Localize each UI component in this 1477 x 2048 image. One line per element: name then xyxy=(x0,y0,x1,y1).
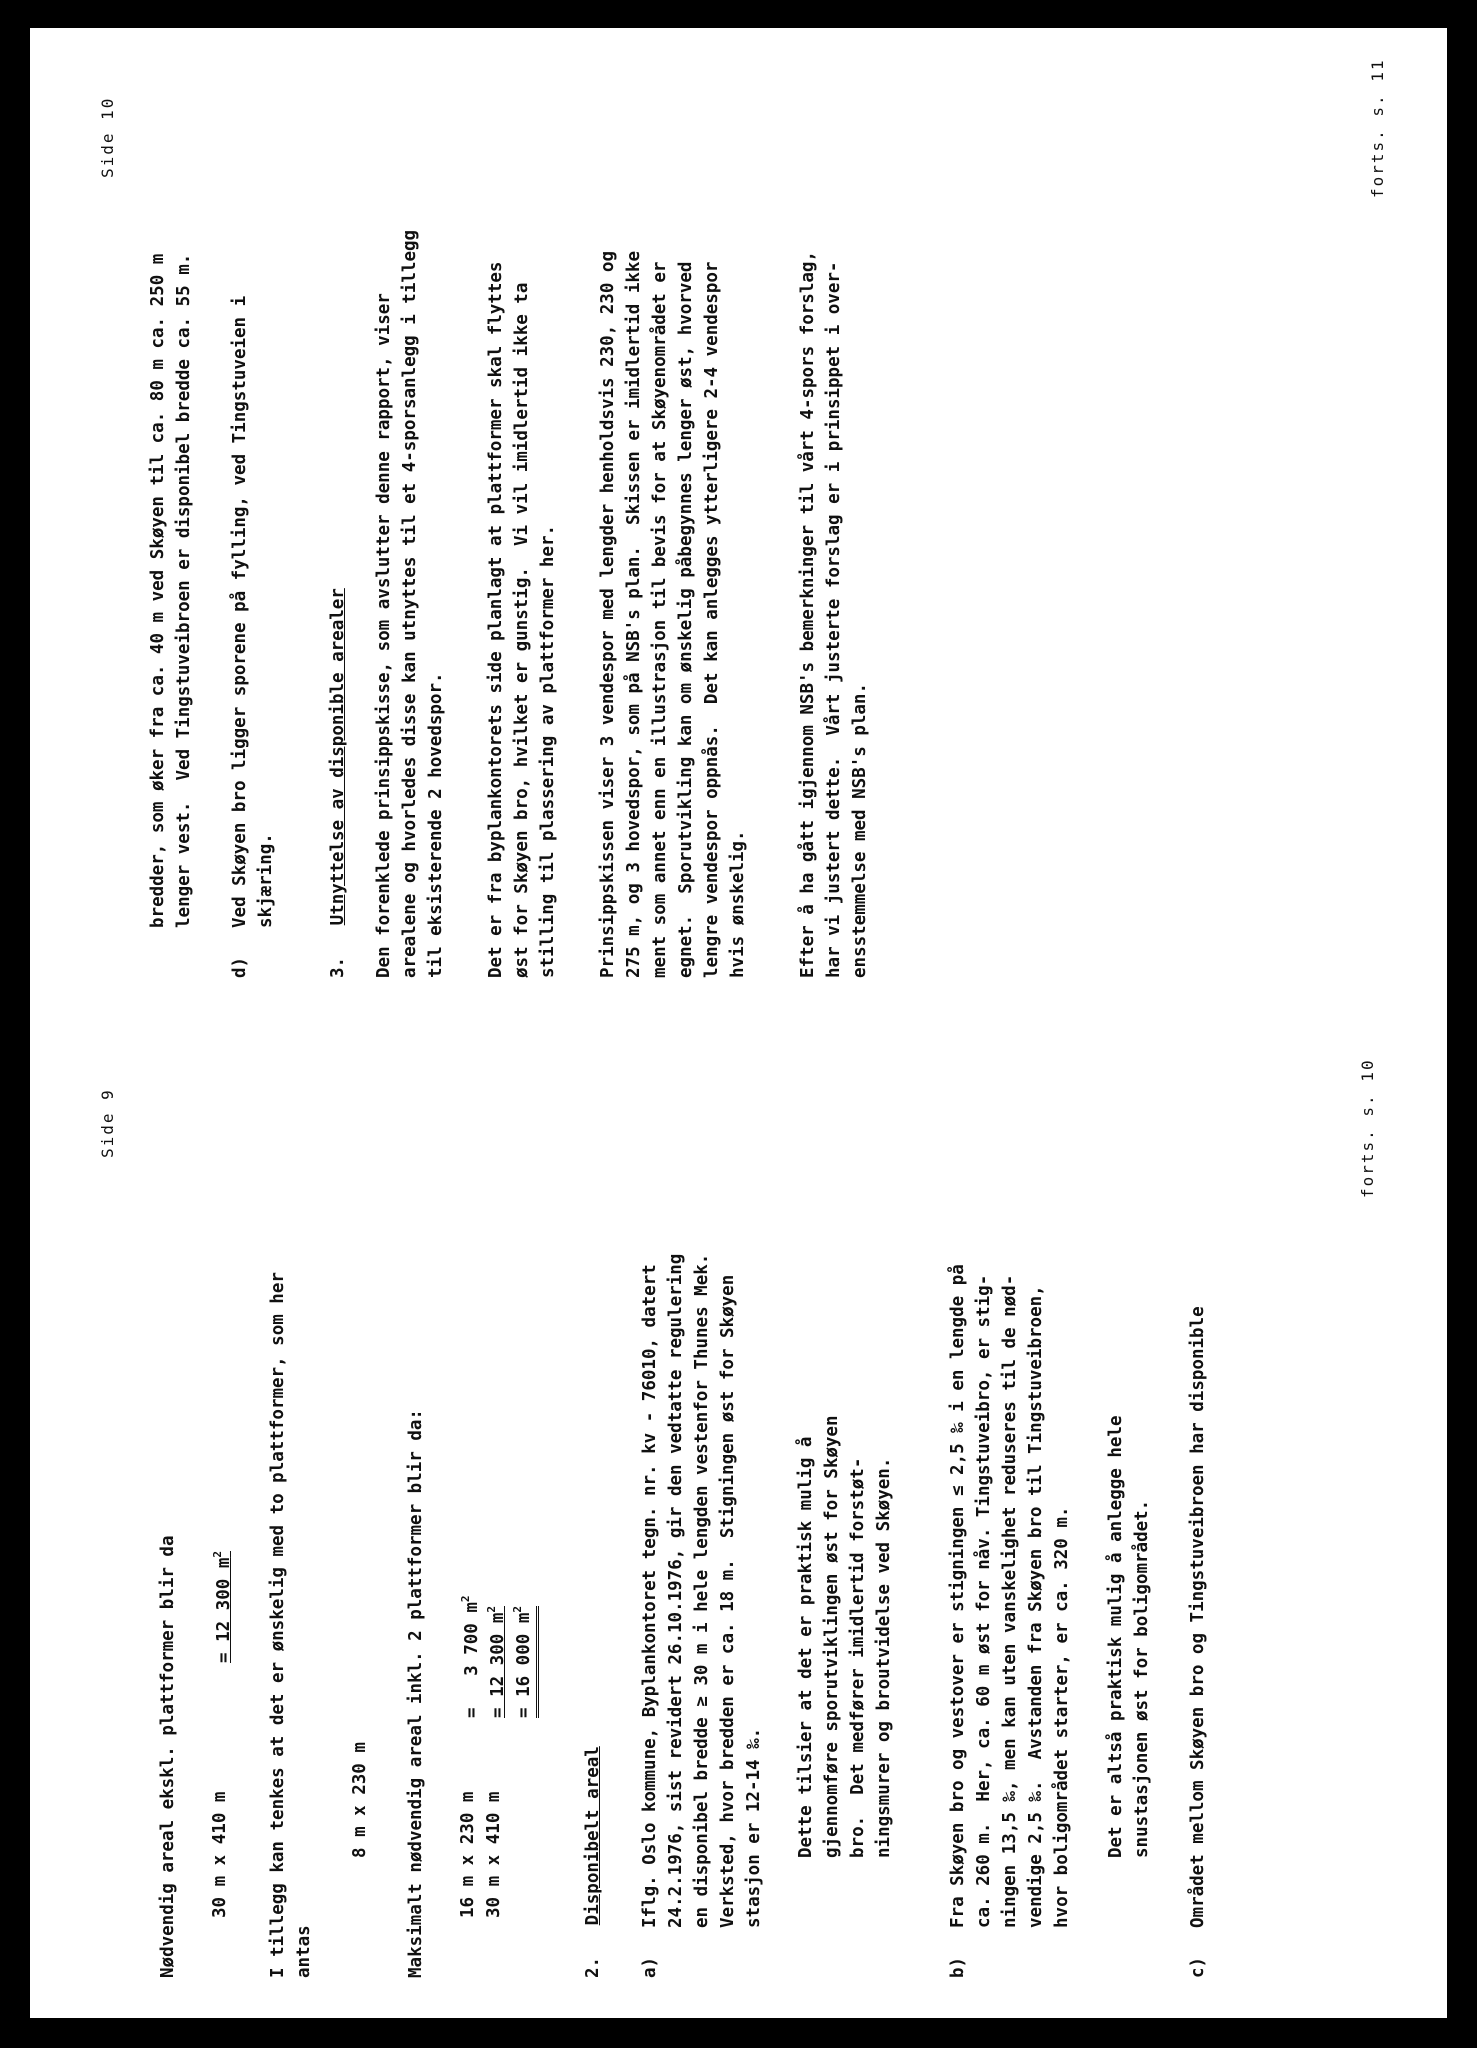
paragraph-line: bro. Det medfører imidlertid forstøt- xyxy=(848,1457,868,1858)
calc-expression: 8 m x 230 m xyxy=(350,1742,370,1858)
paragraph-line: vendige 2,5 ‰. Avstanden fra Skøyen bro til Tingstuveibroen, xyxy=(1026,1285,1046,1928)
page-number: Side 9 xyxy=(98,1088,117,1158)
unit-exponent: 2 xyxy=(459,1595,472,1603)
paragraph-line: stilling til plassering av plattformer her. xyxy=(538,524,558,978)
paragraph-line: 24.2.1976, sist revidert 26.10.1976, gir den vedtatte regulering xyxy=(666,1253,686,1928)
calc-result-value: = 3 700 m xyxy=(462,1602,482,1718)
paragraph-line: ca. 260 m. Her, ca. 60 m øst for nåv. Tingstuveibro, er stig- xyxy=(974,1274,994,1928)
unit-exponent: 2 xyxy=(211,1551,224,1558)
section-heading xyxy=(585,1746,603,1978)
calc-result-value: = 16 000 m xyxy=(514,1612,534,1718)
paragraph-line: hvis ønskelig. xyxy=(728,830,748,978)
paragraph-line: egnet. Sporutvikling kan om ønskelig påbegynnes lenger øst, hvorved xyxy=(676,261,696,978)
paragraph-line: ningen 13,5 ‰, men kan uten vanskelighet reduseres til de nød- xyxy=(1000,1274,1020,1928)
item-label: d) xyxy=(230,956,250,978)
paragraph-line: stasjon er 12-14 ‰. xyxy=(744,1727,764,1928)
calc-expression: 16 m x 230 m xyxy=(458,1791,478,1918)
unit-exponent: 2 xyxy=(485,1606,498,1613)
paragraph-line: Iflg. Oslo kommune, Byplankontoret tegn. nr. kv - 76010, datert xyxy=(640,1264,660,1928)
section-title: Disponibelt areal xyxy=(583,1746,603,1926)
paragraph-line: Dette tilsier at det er praktisk mulig å xyxy=(796,1436,816,1858)
intro-line: I tillegg kan tenkes at det er ønskelig med to plattformer, som her xyxy=(268,1272,288,1978)
paragraph-line: Den forenklede prinsippskisse, som avslutter denne rapport, viser xyxy=(374,293,394,978)
paragraph-line: arealene og hvorledes disse kan utnyttes til et 4-sporsanlegg i tillegg xyxy=(400,229,420,978)
paragraph-line: ment som annet enn en illustrasjon til bevis for at Skøyenområdet er xyxy=(650,261,670,978)
calc-expression: 30 m x 410 m xyxy=(210,1791,230,1918)
calc-result-value: = 12 300 m xyxy=(214,1557,234,1663)
item-label: a) xyxy=(640,1956,660,1978)
calc-result xyxy=(486,1606,508,1718)
paragraph-line: gjennomføre sporutviklingen øst for Skøyen xyxy=(822,1415,842,1858)
calc-result xyxy=(460,1595,482,1718)
section-number: 3. xyxy=(328,956,348,978)
paragraph-line: til eksisterende 2 hovedspor. xyxy=(426,672,446,978)
paragraph-line: ensstemmelse med NSB's plan. xyxy=(850,682,870,978)
section-heading xyxy=(330,588,348,978)
paragraph-line: lenger vest. Ved Tingstuveibroen er disponibel bredde ca. 55 m. xyxy=(174,253,194,928)
paragraph-line: Fra Skøyen bro og vestover er stigningen ≤ 2,5 ‰ i en lengde på xyxy=(948,1264,968,1928)
continued-note: forts. s. 11 xyxy=(1368,58,1387,198)
calc-expression: 30 m x 410 m xyxy=(484,1791,504,1918)
paragraph-line: Verksted, hvor bredden er ca. 18 m. Stigningen øst for Skøyen xyxy=(718,1274,738,1928)
intro-line: Maksimalt nødvendig areal inkl. 2 plattformer blir da: xyxy=(406,1409,426,1978)
rotated-spread xyxy=(30,28,1447,2018)
unit-exponent: 2 xyxy=(511,1606,524,1613)
paragraph-line: hvor boligområdet starter, er ca. 320 m. xyxy=(1052,1506,1072,1928)
paragraph-line: 275 m, og 3 hovedspor, som på NSB's plan. Skissen er imidlertid ikke xyxy=(624,251,644,978)
paragraph-line: lengre vendespor oppnås. Det kan anlegges ytterligere 2-4 vendespor xyxy=(702,261,722,978)
paragraph-line: snustasjonen øst for boligområdet. xyxy=(1132,1499,1152,1858)
paragraph-line: Ved Skøyen bro ligger sporene på fylling, ved Tingstuveien i xyxy=(230,295,250,928)
paragraph-line: en disponibel bredde ≥ 30 m i hele lengden vestenfor Thunes Mek. xyxy=(692,1253,712,1928)
paragraph-line: øst for Skøyen bro, hvilket er gunstig. Vi vil imidlertid ikke ta xyxy=(512,282,532,978)
section-number: 2. xyxy=(583,1956,603,1978)
paragraph-line: har vi justert dette. Vårt justerte forslag er i prinsippet i over- xyxy=(824,261,844,978)
paragraph-line: Efter å ha gått igjennom NSB's bemerkninger til vårt 4-spors forslag, xyxy=(798,251,818,978)
item-label: c) xyxy=(1188,1956,1208,1978)
paragraph-line: Det er altså praktisk mulig å anlegge hele xyxy=(1106,1415,1126,1858)
section-title: Utnyttelse av disponible arealer xyxy=(328,588,348,926)
paragraph-line: Det er fra byplankontorets side planlagt at plattformer skal flyttes xyxy=(486,261,506,978)
paragraph-line: Prinsippskissen viser 3 vendespor med lengder henholdsvis 230, 230 og xyxy=(598,251,618,978)
calc-result-total xyxy=(512,1606,534,1718)
continued-note: forts. s. 10 xyxy=(1358,1058,1377,1198)
intro-line: antas xyxy=(294,1925,314,1978)
paragraph-line: Området mellom Skøyen bro og Tingstuveibroen har disponible xyxy=(1188,1306,1208,1928)
calc-result xyxy=(212,1551,234,1663)
paragraph-line: skjæring. xyxy=(256,833,276,928)
paragraph-line: ningsmurer og broutvidelse ved Skøyen. xyxy=(874,1457,894,1858)
item-label: b) xyxy=(948,1956,968,1978)
page-number: Side 10 xyxy=(98,96,117,178)
calc-result-value: = 12 300 m xyxy=(488,1612,508,1718)
intro-line: Nødvendig areal ekskl. plattformer blir da xyxy=(158,1535,178,1978)
document-sheet xyxy=(30,28,1447,2018)
paragraph-line: bredder, som øker fra ca. 40 m ved Skøyen til ca. 80 m ca. 250 m xyxy=(148,253,168,928)
